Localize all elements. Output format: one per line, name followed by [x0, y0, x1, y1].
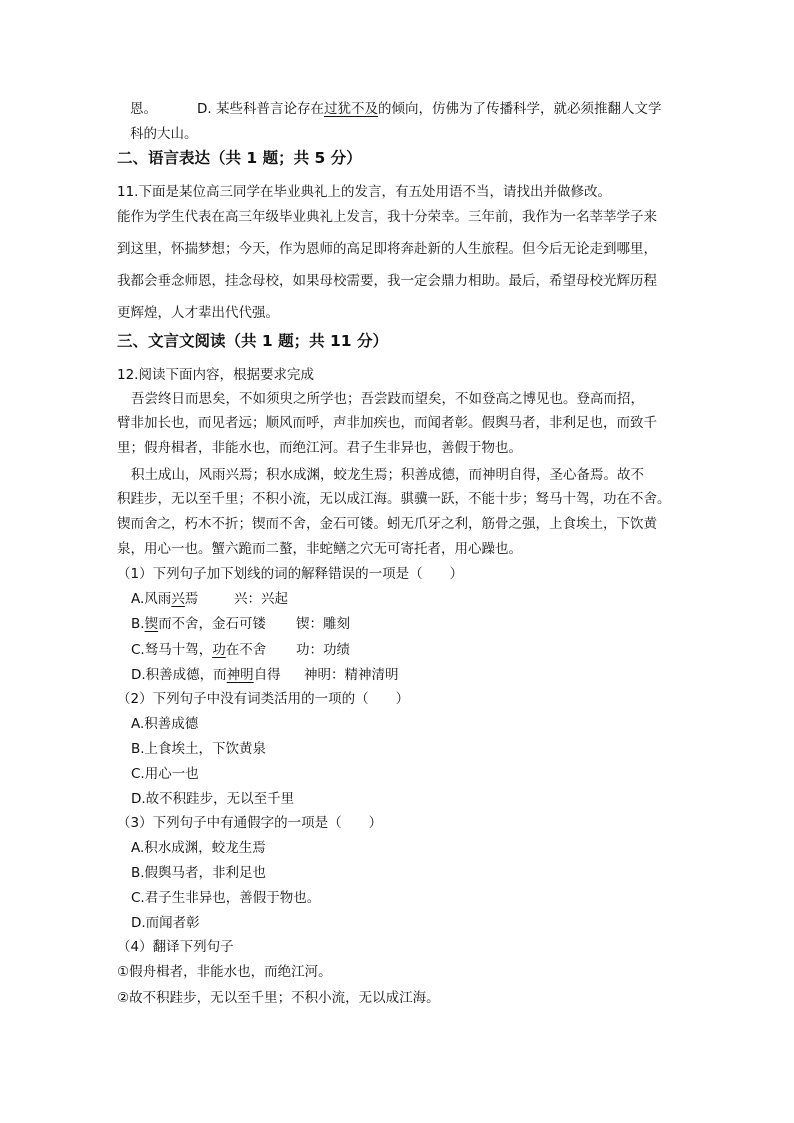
- sub2-option: A.积善成德: [131, 716, 199, 732]
- sub2-option: C.用心一也: [131, 766, 199, 782]
- sub4-item: ①假舟楫者，非能水也，而绝江河。: [117, 964, 332, 980]
- sub3-option: A.积水成渊，蛟龙生焉: [131, 840, 266, 856]
- sub1-option-a-gloss: 兴：兴起: [234, 591, 288, 607]
- sub3-question: （3）下列句子中有通假字的一项是（ ）: [117, 815, 383, 831]
- sub1-option-b: [131, 614, 266, 634]
- option-text: D.积善成德，而: [131, 667, 227, 683]
- q11-text-line: 能作为学生代表在高三年级毕业典礼上发言，我十分荣幸。三年前，我作为一名莘莘学子来: [117, 209, 657, 225]
- passage-line: 积跬步，无以至千里；不积小流，无以成江海。骐骥一跃，不能十步；驽马十驾，功在不舍。: [117, 491, 671, 507]
- passage-line: 锲而舍之，朽木不折；锲而不舍，金石可镂。蚓无爪牙之利，筋骨之强，上食埃土，下饮黄: [117, 516, 657, 532]
- section-2-heading: 二、语言表达（共 1 题；共 5 分）: [117, 149, 362, 167]
- underlined-word: 功: [212, 642, 226, 658]
- sub3-option: C.君子生非异也，善假于物也。: [131, 890, 321, 906]
- sub4-question: （4）翻译下列句子: [117, 939, 234, 955]
- passage-line: 臂非加长也，而见者远；顺风而呼，声非加疾也，而闻者彰。假舆马者，非利足也，而致千: [117, 415, 657, 431]
- underlined-word: 神明: [226, 667, 254, 683]
- continuation-fragment: 恩。: [130, 101, 157, 117]
- continuation-line-1: [130, 99, 661, 119]
- underlined-phrase: 过犹不及: [323, 101, 378, 117]
- passage-line: 里；假舟楫者，非能水也，而绝江河。君子生非异也，善假于物也。: [117, 440, 522, 456]
- option-text: B.: [131, 616, 145, 632]
- q11-text-line: 我都会垂念师恩，挂念母校，如果母校需要，我一定会鼎力相助。最后，希望母校光辉历程: [117, 273, 657, 289]
- sub1-option-d: [131, 665, 281, 685]
- option-text: A.风雨: [131, 591, 172, 607]
- section-3-heading: 三、文言文阅读（共 1 题；共 11 分）: [117, 332, 388, 350]
- sub4-item: ②故不积跬步，无以至千里；不积小流，无以成江海。: [117, 990, 440, 1006]
- q11-text-line: 更辉煌，人才辈出代代强。: [117, 305, 279, 321]
- sub1-option-c-gloss: 功：功绩: [296, 642, 350, 658]
- q11-prompt: 11.下面是某位高三同学在毕业典礼上的发言，有五处用语不当，请找出并做修改。: [117, 184, 611, 200]
- option-text: 而不舍，金石可镂: [158, 616, 267, 632]
- passage-line: 积土成山，风雨兴焉；积水成渊，蛟龙生焉；积善成德，而神明自得，圣心备焉。故不: [131, 467, 644, 483]
- sub1-option-c: [131, 640, 266, 660]
- option-d-text-start: D. 某些科普言论存在: [197, 101, 324, 117]
- option-text: 自得: [253, 667, 281, 683]
- sub1-option-d-gloss: 神明：精神清明: [304, 667, 399, 683]
- option-text: 在不舍: [225, 642, 267, 658]
- underlined-word: 兴: [171, 591, 185, 607]
- q12-prompt: 12.阅读下面内容，根据要求完成: [117, 367, 314, 383]
- sub3-option: B.假舆马者，非利足也: [131, 865, 267, 881]
- sub2-option: B.上食埃土，下饮黄泉: [131, 741, 267, 757]
- sub2-option: D.故不积跬步，无以至千里: [131, 791, 295, 807]
- sub1-option-a: [131, 589, 198, 609]
- sub3-option: D.而闻者彰: [131, 915, 200, 931]
- option-d-text-end: 的倾向，仿佛为了传播科学，就必须推翻人文学: [377, 101, 662, 117]
- sub2-question: （2）下列句子中没有词类活用的一项的（ ）: [117, 691, 410, 707]
- q11-text-line: 到这里，怀揣梦想；今天，作为恩师的高足即将奔赴新的人生旅程。但今后无论走到哪里，: [117, 241, 657, 257]
- sub1-option-b-gloss: 锲：雕刻: [296, 616, 350, 632]
- passage-line: 吾尝终日而思矣，不如须臾之所学也；吾尝跂而望矣，不如登高之博见也。登高而招，: [131, 391, 644, 407]
- passage-line: 泉，用心一也。蟹六跪而二螯，非蛇鳝之穴无可寄托者，用心躁也。: [117, 541, 522, 557]
- option-text: 焉: [184, 591, 199, 607]
- sub1-question: （1）下列句子加下划线的词的解释错误的一项是（ ）: [117, 566, 464, 582]
- underlined-word: 锲: [144, 616, 159, 632]
- option-text: C.驽马十驾，: [131, 642, 213, 658]
- continuation-line-2: 科的大山。: [130, 126, 198, 142]
